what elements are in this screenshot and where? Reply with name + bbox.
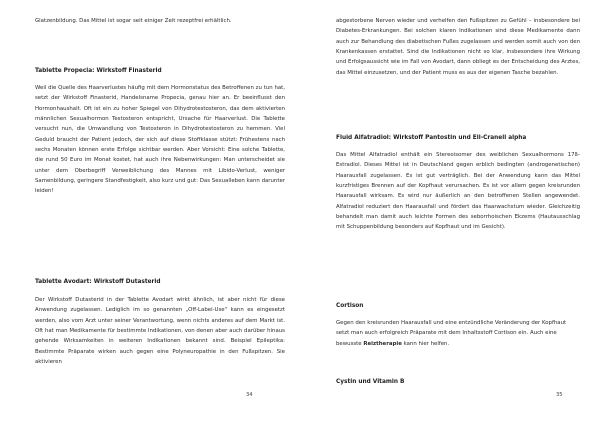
propecia-paragraph: Weil die Quelle des Haarverlustes häufig mit dem Hormonstatus des Betroffenen zu tun hat, setzt der Wirkstoff Finasterid, Handelsname Propecia, genau hier an. Er beeinflusst den Hormonhaushalt. Oft ist ein zu hoher Spiegel von Dihydrotestosteron, das dem aktivierten männlichen Sexualhormon Testosteron entspricht, Ursache für Haarverlust. Die Tablette versucht nun, die Umwandlung von Testosteron in Dihydrotestosteron zu hemmen. Viel Geduld braucht der Patient jedoch, der sich auf diese Stoffklasse stützt: Frühestens nach sechs Monaten können erste Erfolge sichtbar werden. Aber Vorsicht: Eine solche Tablette, die rund 50 Euro im Monat kostet, hat auch ihre Nebenwirkungen: Man unterscheidet sie unter dem Oberbegriff Verweiblichung des Mannes mit Libido-Verlust, weniger Samenbildung, geringere Standfestigkeit, also kurz und gut: Das Sexualleben kann darunter leiden! bbox=[35, 85, 285, 195]
cortison-paragraph bbox=[336, 318, 580, 349]
cortison-text-end: kann hier helfen. bbox=[401, 340, 450, 347]
avodart-section bbox=[35, 278, 285, 286]
cortison-heading: Cortison bbox=[336, 303, 364, 309]
alfatradiol-body-block bbox=[336, 150, 580, 233]
propecia-heading: Tablette Propecia: Wirkstoff Finasterid bbox=[35, 68, 162, 74]
propecia-section bbox=[35, 67, 285, 75]
cortison-text: Gegen den kreisrunden Haarausfall und eine entzündliche Veränderung der Kopfhaut setzt man auch erfolgreich Präparate mit dem Inhaltsstoff Cortison ein. Auch eine bewusste bbox=[336, 320, 567, 347]
intro-paragraph: Glatzenbildung. Das Mittel ist sogar seit einiger Zeit rezeptfrei erhältlich. bbox=[35, 18, 232, 24]
page-number: 34 bbox=[246, 392, 253, 398]
avodart-heading: Tablette Avodart: Wirkstoff Dutasterid bbox=[35, 279, 161, 285]
cortison-emphasis: Reiztherapie bbox=[363, 340, 402, 347]
avodart-body-block bbox=[35, 295, 285, 367]
avodart-paragraph: Der Wirkstoff Dutasterid in der Tablette Avodart wirkt ähnlich, ist aber nicht für diese Anwendung zugelassen. Lediglich im so genannten „Off-Label-Use" kann es eingesetzt werden, also vom Arzt unter seiner Verantwortung, wenn nichts anderes auf dem Markt ist. Oft hat man Medikamente für bestimmte Indikationen, von denen aber auch darüber hinaus gehende Wirksamkeiten in weiteren Indikationen bekannt sind. Beispiel Epileptika: Bestimmte Präparate wirken auch gegen eine Polyneuropathie in den Fußspitzen. Sie aktivieren bbox=[35, 297, 285, 366]
alfatradiol-section bbox=[336, 134, 580, 142]
propecia-body-block bbox=[35, 83, 285, 197]
alfatradiol-heading: Fluid Alfatradiol: Wirkstoff Pantostin und Ell-Cranell alpha bbox=[336, 135, 527, 141]
left-page bbox=[35, 0, 285, 424]
cystin-heading: Cystin und Vitamin B bbox=[336, 379, 405, 385]
alfatradiol-paragraph: Das Mittel Alfatradiol enthält ein Stereoisomer des weiblichen Sexualhormons 17ß-Estradiol. Dieses Mittel ist in Deutschland gegen erblich bedingten (androgenetischen) Haarausfall zugelassen. Es ist gut verträglich. Bei der Anwendung kann das Mittel kurzfristiges Brennen auf der Kopfhaut verursachen. Es ist vor allem gegen kreisrunden Haarausfall wirksam. Es wird nur äußerlich an den betroffenen Stellen angewendet. Alfatradiol reduziert den Haarausfall und fördert das Haarwachstum wieder. Gleichzeitig behandelt man damit auch leichte Formen des seborrhoischen Ekzems (Hautausschlag mit Schuppenbildung besonders auf Kopfhaut und im Gesicht). bbox=[336, 152, 580, 231]
left-page-intro bbox=[35, 16, 285, 26]
right-page bbox=[336, 0, 580, 424]
page-number: 35 bbox=[556, 392, 563, 398]
cortison-body-block bbox=[336, 318, 580, 349]
right-page-intro bbox=[336, 16, 580, 78]
cortison-section bbox=[336, 302, 580, 310]
cystin-section bbox=[336, 378, 580, 386]
intro-paragraph: abgestorbene Nerven wieder und verhelfen den Fußspitzen zu Gefühl – insbesondere bei Diabetes-Erkrankungen. Bei solchen klaren Indikationen sind diese Medikamente dann auch zur Behandlung des diabetischen Fußes zugelassen und werden somit auch von den Krankenkassen erstattet. Sind die Indikationen nicht so klar, insbesondere ihre Wirkung und Erfolgsaussicht wie im Fall von Avodart, dann obliegt es der Entscheidung des Arztes, das Mittel einzusetzen, und der Patient muss es aus der eigenen Tasche bezahlen. bbox=[336, 18, 580, 76]
